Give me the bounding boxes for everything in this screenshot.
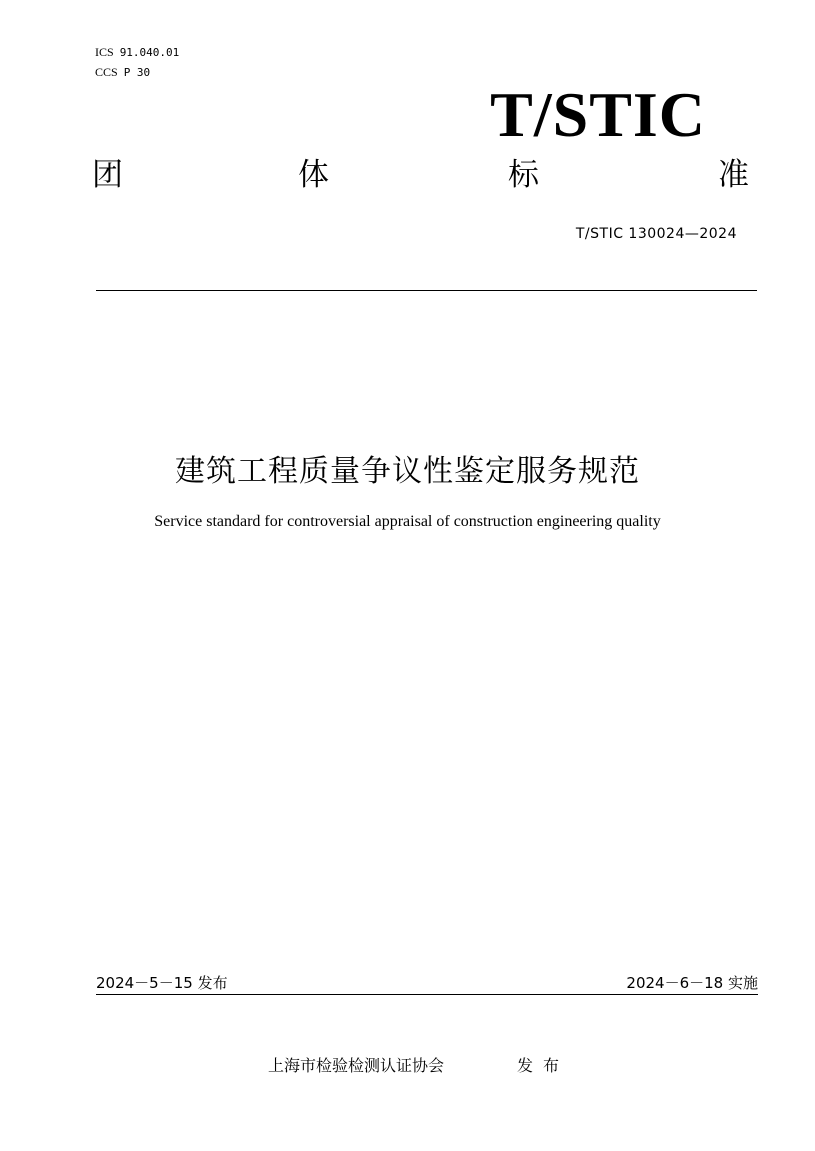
standard-type-char: 标 — [508, 157, 539, 193]
document-title-english: Service standard for controversial appraisal of construction engineering quality — [154, 513, 661, 530]
standard-type-char: 体 — [298, 157, 329, 193]
standard-code-mark: T/STIC — [490, 79, 706, 150]
standard-type-char: 准 — [718, 157, 749, 193]
issuing-organization: 上海市检验检测认证协会 — [268, 1056, 445, 1075]
ccs-value: P 30 — [123, 66, 151, 79]
footer-divider — [96, 994, 758, 995]
ccs-code — [95, 61, 150, 80]
publish-date: 2024－5－15 发布 — [96, 974, 228, 992]
ics-label: ICS — [95, 45, 114, 59]
ics-value: 91.040.01 — [119, 46, 180, 59]
ics-code — [95, 41, 179, 60]
ccs-label: CCS — [95, 65, 118, 79]
header-divider — [96, 290, 757, 291]
issue-action: 发布 — [517, 1056, 570, 1075]
standard-type-char: 团 — [92, 157, 123, 193]
implement-date: 2024－6－18 实施 — [626, 974, 758, 992]
standard-number: T/STIC 130024—2024 — [575, 226, 737, 242]
document-title-chinese: 建筑工程质量争议性鉴定服务规范 — [175, 454, 640, 489]
